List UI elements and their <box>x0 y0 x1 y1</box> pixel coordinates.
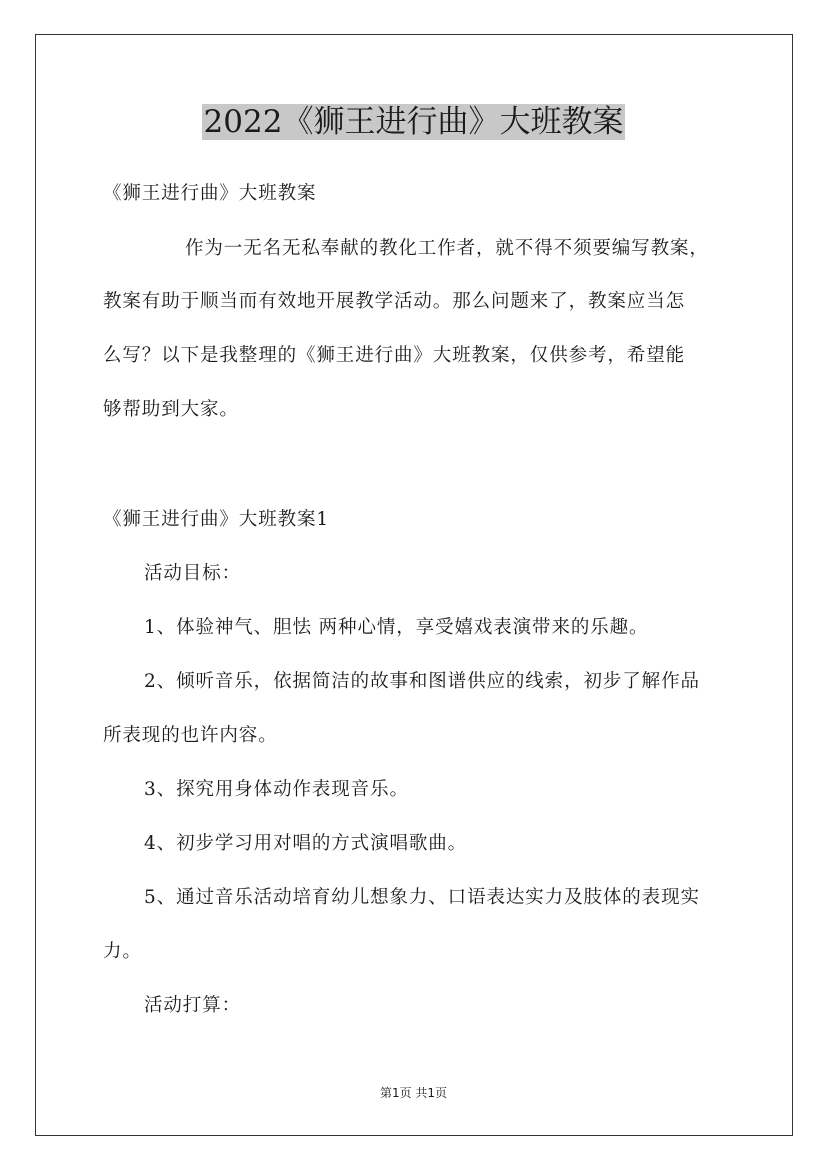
goal-item-1: 1、体验神气、胆怯 两种心情，享受嬉戏表演带来的乐趣。 <box>144 617 649 638</box>
page-footer: 第1页 共1页 <box>379 1086 448 1100</box>
goal-item-5: 5、通过音乐活动培育幼儿想象力、口语表达实力及肢体的表现实 <box>144 887 700 908</box>
goal-item-2-continued: 所表现的也许内容。 <box>103 725 278 746</box>
intro-line-1: 作为一无名无私奉献的教化工作者，就不得不须要编写教案， <box>185 238 709 259</box>
plan-label: 活动打算： <box>144 995 242 1016</box>
intro-line-4: 够帮助到大家。 <box>103 399 239 420</box>
goal-item-4: 4、初步学习用对唱的方式演唱歌曲。 <box>144 833 468 854</box>
document-title-text: 2022《狮王进行曲》大班教案 <box>203 104 624 140</box>
section-heading: 《狮王进行曲》大班教案1 <box>103 509 330 530</box>
subtitle: 《狮王进行曲》大班教案 <box>103 183 317 204</box>
document-title <box>0 100 827 144</box>
goal-item-2: 2、倾听音乐，依据简洁的故事和图谱供应的线索，初步了解作品 <box>144 671 700 692</box>
intro-line-3: 么写？以下是我整理的《狮王进行曲》大班教案，仅供参考，希望能 <box>103 345 686 366</box>
goals-label: 活动目标： <box>144 563 242 584</box>
goal-item-3: 3、探究用身体动作表现音乐。 <box>144 779 409 800</box>
intro-line-2: 教案有助于顺当而有效地开展教学活动。那么问题来了，教案应当怎 <box>103 291 686 312</box>
goal-item-5-continued: 力。 <box>103 941 142 962</box>
